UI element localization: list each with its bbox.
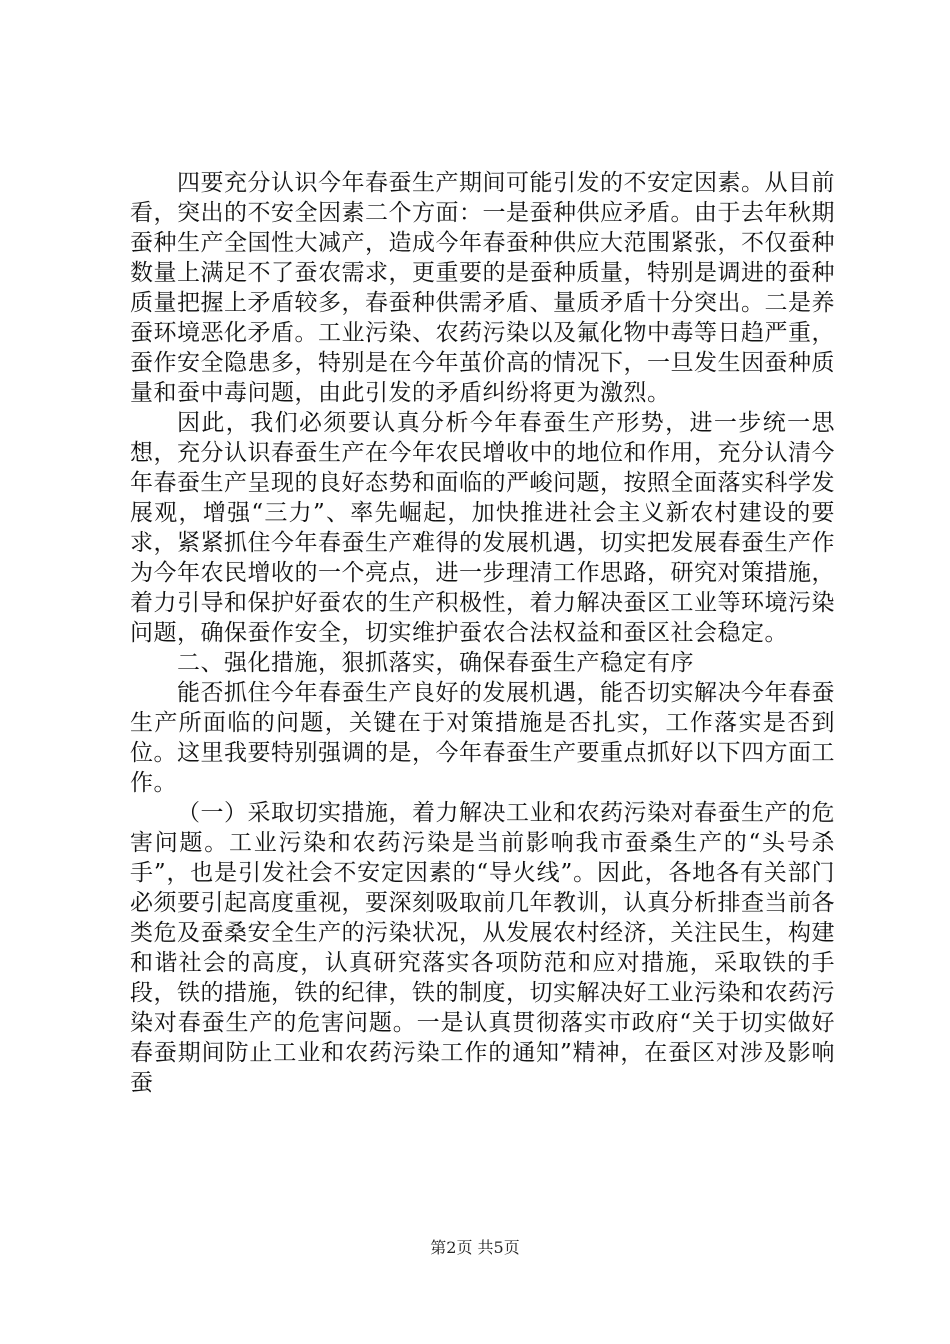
- paragraph-pollution-measures: （一）采取切实措施，着力解决工业和农药污染对春蚕生产的危害问题。工业污染和农药污染是当前影响我市蚕桑生产的“头号杀手”，也是引发社会不安定因素的“导火线”。因此，各地各有关部门必须要引起高度重视，要深刻吸取前几年教训，认真分析排查当前各类危及蚕桑安全生产的污染状况，从发展农村经济，关注民生，构建和谐社会的高度，认真研究落实各项防范和应对措施，采取铁的手段，铁的措施，铁的纪律，铁的制度，切实解决好工业污染和农药污染对春蚕生产的危害问题。一是认真贯彻落实市政府“关于切实做好春蚕期间防止工业和农药污染工作的通知”精神，在蚕区对涉及影响蚕: [130, 800, 835, 1096]
- section-heading-measures: 二、强化措施，狠抓落实，确保春蚕生产稳定有序: [177, 650, 694, 676]
- document-body: [130, 168, 835, 1098]
- page-number-footer: 第2页 共5页: [430, 1238, 520, 1257]
- paragraph-therefore: 因此，我们必须要认真分析今年春蚕生产形势，进一步统一思想，充分认识春蚕生产在今年农民增收中的地位和作用，充分认清今年春蚕生产呈现的良好态势和面临的严峻问题，按照全面落实科学发展观，增强“三力”、率先崛起，加快推进社会主义新农村建设的要求，紧紧抓住今年春蚕生产难得的发展机遇，切实把发展春蚕生产作为今年农民增收的一个亮点，进一步理清工作思路，研究对策措施，着力引导和保护好蚕农的生产积极性，着力解决蚕区工业等环境污染问题，确保蚕作安全，切实维护蚕农合法权益和蚕区社会稳定。: [130, 410, 835, 646]
- paragraph-unstable-factors: 四要充分认识今年春蚕生产期间可能引发的不安定因素。从目前看，突出的不安全因素二个方面：一是蚕种供应矛盾。由于去年秋期蚕种生产全国性大减产，造成今年春蚕种供应大范围紧张，不仅蚕种数量上满足不了蚕农需求，更重要的是蚕种质量，特别是调进的蚕种质量把握上矛盾较多，春蚕种供需矛盾、量质矛盾十分突出。二是养蚕环境恶化矛盾。工业污染、农药污染以及氟化物中毒等日趋严重，蚕作安全隐患多，特别是在今年茧价高的情况下，一旦发生因蚕种质量和蚕中毒问题，由此引发的矛盾纠纷将更为激烈。: [130, 170, 835, 406]
- paragraph-key-work: 能否抓住今年春蚕生产良好的发展机遇，能否切实解决今年春蚕生产所面临的问题，关键在于对策措施是否扎实，工作落实是否到位。这里我要特别强调的是，今年春蚕生产要重点抓好以下四方面工作。: [130, 680, 835, 796]
